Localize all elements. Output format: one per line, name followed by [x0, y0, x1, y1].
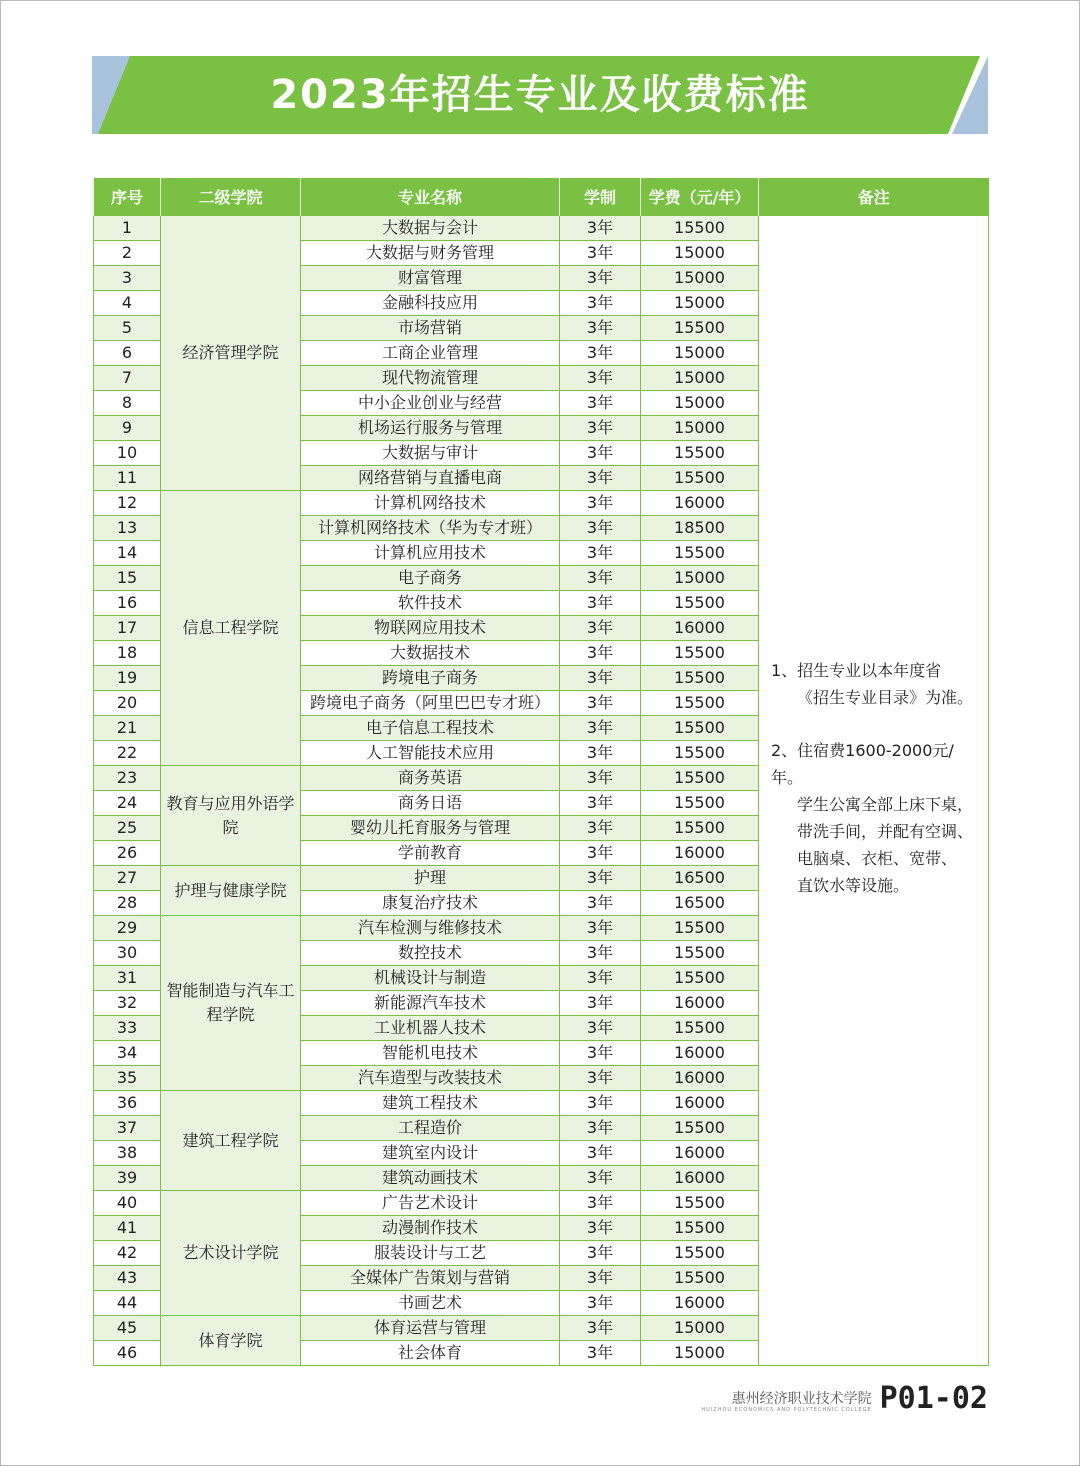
tuition-fee: 15500: [641, 941, 759, 966]
header-fee: 学费（元/年）: [641, 178, 759, 216]
major-name: 工商企业管理: [301, 341, 560, 366]
duration: 3年: [560, 1016, 641, 1041]
major-name: 大数据与财务管理: [301, 241, 560, 266]
major-name: 工程造价: [301, 1116, 560, 1141]
tuition-fee: 15000: [641, 266, 759, 291]
major-name: 大数据技术: [301, 641, 560, 666]
tuition-fee: 15500: [641, 316, 759, 341]
row-number: 14: [94, 541, 161, 566]
duration: 3年: [560, 316, 641, 341]
duration: 3年: [560, 416, 641, 441]
row-number: 45: [94, 1316, 161, 1341]
school-name-cn: 惠州经济职业技术学院: [731, 1391, 872, 1407]
row-number: 6: [94, 341, 161, 366]
major-name: 服装设计与工艺: [301, 1241, 560, 1266]
tuition-fee: 15500: [641, 1266, 759, 1291]
college-name: 体育学院: [161, 1316, 301, 1366]
remark-line: 学生公寓全部上床下桌，: [797, 794, 974, 814]
remark-item: [771, 737, 978, 899]
tuition-fee: 15500: [641, 1016, 759, 1041]
row-number: 41: [94, 1216, 161, 1241]
page-number: P01-02: [879, 1381, 988, 1416]
duration: 3年: [560, 741, 641, 766]
tuition-fee: 16500: [641, 866, 759, 891]
major-name: 全媒体广告策划与营销: [301, 1266, 560, 1291]
row-number: 10: [94, 441, 161, 466]
row-number: 18: [94, 641, 161, 666]
major-name: 数控技术: [301, 941, 560, 966]
remark-line: 2、住宿费1600-2000元/年。: [771, 740, 954, 787]
duration: 3年: [560, 1266, 641, 1291]
major-name: 跨境电子商务: [301, 666, 560, 691]
remark-line: 《招生专业目录》为准。: [797, 687, 974, 707]
tuition-fee: 18500: [641, 516, 759, 541]
remark-line: 1、招生专业以本年度省: [771, 660, 942, 680]
tuition-fee: 15500: [641, 441, 759, 466]
duration: 3年: [560, 1091, 641, 1116]
tuition-fee: 15500: [641, 791, 759, 816]
tuition-fee: 16000: [641, 991, 759, 1016]
remarks-cell: [759, 216, 989, 1366]
row-number: 36: [94, 1091, 161, 1116]
duration: 3年: [560, 516, 641, 541]
college-name: 建筑工程学院: [161, 1091, 301, 1191]
row-number: 31: [94, 966, 161, 991]
row-number: 23: [94, 766, 161, 791]
duration: 3年: [560, 1216, 641, 1241]
row-number: 2: [94, 241, 161, 266]
duration: 3年: [560, 1241, 641, 1266]
duration: 3年: [560, 1191, 641, 1216]
row-number: 8: [94, 391, 161, 416]
table-header-row: [94, 178, 989, 216]
tuition-fee: 15500: [641, 666, 759, 691]
major-name: 新能源汽车技术: [301, 991, 560, 1016]
page-title: 2023年招生专业及收费标准: [270, 72, 810, 118]
major-name: 计算机网络技术（华为专才班）: [301, 516, 560, 541]
tuition-fee: 15500: [641, 1241, 759, 1266]
row-number: 27: [94, 866, 161, 891]
row-number: 24: [94, 791, 161, 816]
tuition-fee: 15000: [641, 1316, 759, 1341]
row-number: 11: [94, 466, 161, 491]
college-name: 智能制造与汽车工程学院: [161, 916, 301, 1091]
tuition-fee: 15500: [641, 966, 759, 991]
duration: 3年: [560, 791, 641, 816]
tuition-fee: 16000: [641, 1166, 759, 1191]
tuition-fee: 16000: [641, 1291, 759, 1316]
tuition-fee: 15000: [641, 341, 759, 366]
tuition-fee: 16000: [641, 616, 759, 641]
header-no: 序号: [94, 178, 161, 216]
tuition-fee: 15500: [641, 741, 759, 766]
row-number: 32: [94, 991, 161, 1016]
duration: 3年: [560, 891, 641, 916]
row-number: 15: [94, 566, 161, 591]
major-name: 跨境电子商务（阿里巴巴专才班）: [301, 691, 560, 716]
major-name: 电子信息工程技术: [301, 716, 560, 741]
tuition-fee: 15000: [641, 291, 759, 316]
row-number: 46: [94, 1341, 161, 1366]
duration: 3年: [560, 216, 641, 241]
major-name: 人工智能技术应用: [301, 741, 560, 766]
tuition-fee: 15000: [641, 366, 759, 391]
row-number: 39: [94, 1166, 161, 1191]
major-name: 网络营销与直播电商: [301, 466, 560, 491]
major-name: 财富管理: [301, 266, 560, 291]
major-name: 金融科技应用: [301, 291, 560, 316]
major-name: 大数据与会计: [301, 216, 560, 241]
remark-line: 直饮水等设施。: [797, 875, 910, 895]
major-name: 软件技术: [301, 591, 560, 616]
duration: 3年: [560, 391, 641, 416]
major-name: 现代物流管理: [301, 366, 560, 391]
college-name: 艺术设计学院: [161, 1191, 301, 1316]
major-name: 建筑室内设计: [301, 1141, 560, 1166]
duration: 3年: [560, 591, 641, 616]
duration: 3年: [560, 841, 641, 866]
major-name: 工业机器人技术: [301, 1016, 560, 1041]
row-number: 30: [94, 941, 161, 966]
row-number: 12: [94, 491, 161, 516]
row-number: 28: [94, 891, 161, 916]
tuition-fee: 16000: [641, 1066, 759, 1091]
tuition-fee: 15500: [641, 466, 759, 491]
duration: 3年: [560, 291, 641, 316]
row-number: 4: [94, 291, 161, 316]
major-name: 中小企业创业与经营: [301, 391, 560, 416]
row-number: 13: [94, 516, 161, 541]
college-name: 经济管理学院: [161, 216, 301, 491]
duration: 3年: [560, 941, 641, 966]
row-number: 22: [94, 741, 161, 766]
tuition-fee: 15500: [641, 216, 759, 241]
duration: 3年: [560, 1116, 641, 1141]
duration: 3年: [560, 866, 641, 891]
duration: 3年: [560, 716, 641, 741]
duration: 3年: [560, 991, 641, 1016]
tuition-fee: 15500: [641, 1216, 759, 1241]
duration: 3年: [560, 541, 641, 566]
tuition-fee: 15000: [641, 566, 759, 591]
title-banner: [92, 56, 988, 134]
tuition-fee: 15500: [641, 716, 759, 741]
duration: 3年: [560, 816, 641, 841]
major-name: 广告艺术设计: [301, 1191, 560, 1216]
row-number: 34: [94, 1041, 161, 1066]
row-number: 40: [94, 1191, 161, 1216]
table-row: [94, 216, 989, 241]
row-number: 21: [94, 716, 161, 741]
major-name: 智能机电技术: [301, 1041, 560, 1066]
header-major: 专业名称: [301, 178, 560, 216]
remark-line: 电脑桌、衣柜、宽带、: [797, 848, 958, 868]
tuition-fee: 15500: [641, 1116, 759, 1141]
row-number: 37: [94, 1116, 161, 1141]
major-name: 体育运营与管理: [301, 1316, 560, 1341]
tuition-fee: 15000: [641, 1341, 759, 1366]
tuition-fee: 15500: [641, 916, 759, 941]
footer: [701, 1381, 988, 1416]
major-name: 电子商务: [301, 566, 560, 591]
tuition-fee: 16500: [641, 891, 759, 916]
major-name: 商务日语: [301, 791, 560, 816]
row-number: 26: [94, 841, 161, 866]
duration: 3年: [560, 1316, 641, 1341]
tuition-fee: 15500: [641, 591, 759, 616]
major-name: 汽车造型与改装技术: [301, 1066, 560, 1091]
major-name: 机械设计与制造: [301, 966, 560, 991]
row-number: 16: [94, 591, 161, 616]
duration: 3年: [560, 916, 641, 941]
college-name: 护理与健康学院: [161, 866, 301, 916]
duration: 3年: [560, 491, 641, 516]
row-number: 25: [94, 816, 161, 841]
major-name: 护理: [301, 866, 560, 891]
major-name: 社会体育: [301, 1341, 560, 1366]
tuition-fee: 15500: [641, 691, 759, 716]
major-name: 计算机网络技术: [301, 491, 560, 516]
college-name: 教育与应用外语学院: [161, 766, 301, 866]
major-name: 物联网应用技术: [301, 616, 560, 641]
major-name: 大数据与审计: [301, 441, 560, 466]
duration: 3年: [560, 1166, 641, 1191]
row-number: 38: [94, 1141, 161, 1166]
row-number: 33: [94, 1016, 161, 1041]
row-number: 7: [94, 366, 161, 391]
remark-item: [771, 657, 978, 711]
row-number: 20: [94, 691, 161, 716]
tuition-fee: 15500: [641, 1191, 759, 1216]
tuition-fee: 16000: [641, 1041, 759, 1066]
tuition-fee: 16000: [641, 491, 759, 516]
duration: 3年: [560, 241, 641, 266]
header-duration: 学制: [560, 178, 641, 216]
fee-table: [93, 178, 989, 1366]
major-name: 机场运行服务与管理: [301, 416, 560, 441]
duration: 3年: [560, 341, 641, 366]
duration: 3年: [560, 766, 641, 791]
row-number: 44: [94, 1291, 161, 1316]
tuition-fee: 15500: [641, 766, 759, 791]
table-body: [94, 216, 989, 1366]
duration: 3年: [560, 566, 641, 591]
duration: 3年: [560, 466, 641, 491]
duration: 3年: [560, 1041, 641, 1066]
major-name: 学前教育: [301, 841, 560, 866]
duration: 3年: [560, 966, 641, 991]
duration: 3年: [560, 1066, 641, 1091]
major-name: 书画艺术: [301, 1291, 560, 1316]
tuition-fee: 15500: [641, 541, 759, 566]
row-number: 42: [94, 1241, 161, 1266]
header-college: 二级学院: [161, 178, 301, 216]
duration: 3年: [560, 441, 641, 466]
row-number: 35: [94, 1066, 161, 1091]
major-name: 计算机应用技术: [301, 541, 560, 566]
duration: 3年: [560, 1141, 641, 1166]
row-number: 9: [94, 416, 161, 441]
row-number: 5: [94, 316, 161, 341]
tuition-fee: 15000: [641, 241, 759, 266]
row-number: 43: [94, 1266, 161, 1291]
duration: 3年: [560, 366, 641, 391]
remark-line: 带洗手间，并配有空调、: [797, 821, 974, 841]
major-name: 建筑动画技术: [301, 1166, 560, 1191]
school-name-en: HUIZHOU ECONOMICS AND POLYTECHNIC COLLEGE: [701, 1407, 872, 1413]
duration: 3年: [560, 1341, 641, 1366]
row-number: 1: [94, 216, 161, 241]
tuition-fee: 16000: [641, 1141, 759, 1166]
school-name: [701, 1391, 871, 1414]
duration: 3年: [560, 666, 641, 691]
duration: 3年: [560, 266, 641, 291]
major-name: 动漫制作技术: [301, 1216, 560, 1241]
row-number: 19: [94, 666, 161, 691]
duration: 3年: [560, 641, 641, 666]
tuition-fee: 15500: [641, 816, 759, 841]
college-name: 信息工程学院: [161, 491, 301, 766]
row-number: 17: [94, 616, 161, 641]
duration: 3年: [560, 691, 641, 716]
duration: 3年: [560, 1291, 641, 1316]
tuition-fee: 15000: [641, 391, 759, 416]
header-remark: 备注: [759, 178, 989, 216]
major-name: 建筑工程技术: [301, 1091, 560, 1116]
major-name: 汽车检测与维修技术: [301, 916, 560, 941]
row-number: 29: [94, 916, 161, 941]
row-number: 3: [94, 266, 161, 291]
tuition-fee: 15000: [641, 416, 759, 441]
major-name: 市场营销: [301, 316, 560, 341]
tuition-fee: 16000: [641, 1091, 759, 1116]
tuition-fee: 16000: [641, 841, 759, 866]
major-name: 商务英语: [301, 766, 560, 791]
major-name: 康复治疗技术: [301, 891, 560, 916]
tuition-fee: 15500: [641, 641, 759, 666]
major-name: 婴幼儿托育服务与管理: [301, 816, 560, 841]
duration: 3年: [560, 616, 641, 641]
